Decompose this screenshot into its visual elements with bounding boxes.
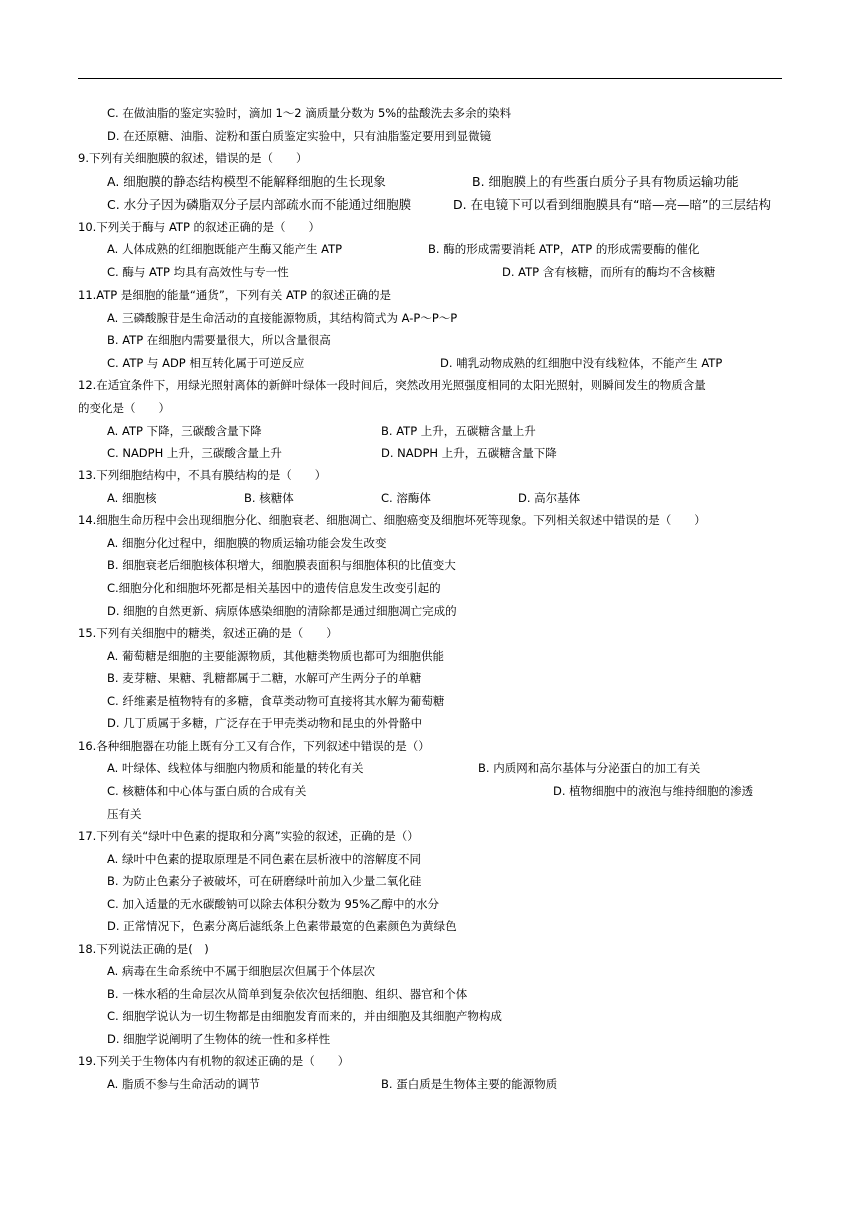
q11-option-a: A. 三磷酸腺苷是生命活动的直接能源物质，其结构简式为 A-P～P～P <box>107 311 458 325</box>
q18-option-b: B. 一株水稻的生命层次从简单到复杂依次包括细胞、组织、器官和个体 <box>107 987 468 1001</box>
q12-option-b: B. ATP 上升，五碳糖含量上升 <box>381 424 536 438</box>
q13-option-c: C. 溶酶体 <box>381 491 431 505</box>
q17-option-a: A. 绿叶中色素的提取原理是不同色素在层析液中的溶解度不同 <box>107 852 421 866</box>
q12-option-a: A. ATP 下降，三碳酸含量下降 <box>107 424 262 438</box>
q16-option-a: A. 叶绿体、线粒体与细胞内物质和能量的转化有关 <box>107 761 364 775</box>
q9-stem: 9.下列有关细胞膜的叙述，错误的是（ ） <box>78 151 308 165</box>
q9-option-d: D. 在电镜下可以看到细胞膜具有“暗—亮—暗”的三层结构 <box>453 197 772 212</box>
q14-option-b: B. 细胞衰老后细胞核体积增大，细胞膜表面积与细胞体积的比值变大 <box>107 558 456 572</box>
q11-option-c: C. ATP 与 ADP 相互转化属于可逆反应 <box>107 356 305 370</box>
q10-option-a: A. 人体成熟的红细胞既能产生酶又能产生 ATP <box>107 242 343 256</box>
q17-option-c: C. 加入适量的无水碳酸钠可以除去体积分数为 95%乙醇中的水分 <box>107 897 440 911</box>
q17-option-b: B. 为防止色素分子被破坏，可在研磨绿叶前加入少量二氧化硅 <box>107 874 422 888</box>
q15-option-a: A. 葡萄糖是细胞的主要能源物质，其他糖类物质也都可为细胞供能 <box>107 649 444 663</box>
q9-option-b: B. 细胞膜上的有些蛋白质分子具有物质运输功能 <box>472 174 739 189</box>
q14-option-a: A. 细胞分化过程中，细胞膜的物质运输功能会发生改变 <box>107 536 387 550</box>
q17-option-d: D. 正常情况下，色素分离后滤纸条上色素带最宽的色素颜色为黄绿色 <box>107 919 457 933</box>
q16-stem: 16.各种细胞器在功能上既有分工又有合作，下列叙述中错误的是（） <box>78 739 430 753</box>
q12-stem-line1: 12.在适宜条件下，用绿光照射离体的新鲜叶绿体一段时间后，突然改用光照强度相同的太阳光照射，则瞬间发生的物质含量 <box>78 378 706 392</box>
q11-option-d: D. 哺乳动物成熟的红细胞中没有线粒体，不能产生 ATP <box>440 356 723 370</box>
q15-option-c: C. 纤维素是植物特有的多糖，食草类动物可直接将其水解为葡萄糖 <box>107 694 445 708</box>
q11-stem: 11.ATP 是细胞的能量“通货”，下列有关 ATP 的叙述正确的是 <box>78 288 392 302</box>
q12-stem-line2: 的变化是（ ） <box>78 401 170 415</box>
q8-option-d: D. 在还原糖、油脂、淀粉和蛋白质鉴定实验中，只有油脂鉴定要用到显微镜 <box>107 129 492 143</box>
q19-option-a: A. 脂质不参与生命活动的调节 <box>107 1077 260 1091</box>
q10-option-c: C. 酶与 ATP 均具有高效性与专一性 <box>107 265 289 279</box>
header-rule <box>78 78 782 79</box>
q17-stem: 17.下列有关“绿叶中色素的提取和分离”实验的叙述，正确的是（） <box>78 829 419 843</box>
q16-option-d: D. 植物细胞中的液泡与维持细胞的渗透 <box>553 784 754 798</box>
q12-option-d: D. NADPH 上升，五碳糖含量下降 <box>381 446 557 460</box>
q14-option-c: C.细胞分化和细胞坏死都是相关基因中的遗传信息发生改变引起的 <box>107 581 441 595</box>
q19-option-b: B. 蛋白质是生物体主要的能源物质 <box>381 1077 558 1091</box>
q9-option-a: A. 细胞膜的静态结构模型不能解释细胞的生长现象 <box>107 174 386 189</box>
q14-option-d: D. 细胞的自然更新、病原体感染细胞的清除都是通过细胞凋亡完成的 <box>107 604 457 618</box>
q11-option-b: B. ATP 在细胞内需要量很大，所以含量很高 <box>107 333 331 347</box>
q9-option-c: C. 水分子因为磷脂双分子层内部疏水而不能通过细胞膜 <box>107 197 412 212</box>
q10-option-b: B. 酶的形成需要消耗 ATP，ATP 的形成需要酶的催化 <box>428 242 700 256</box>
q15-stem: 15.下列有关细胞中的糖类，叙述正确的是（ ） <box>78 626 338 640</box>
q16-option-d-continued: 压有关 <box>107 807 142 821</box>
q16-option-b: B. 内质网和高尔基体与分泌蛋白的加工有关 <box>478 761 701 775</box>
q10-option-d: D. ATP 含有核糖，而所有的酶均不含核糖 <box>502 265 716 279</box>
q12-option-c: C. NADPH 上升，三碳酸含量上升 <box>107 446 282 460</box>
q18-stem: 18.下列说法正确的是( ) <box>78 942 209 956</box>
q10-stem: 10.下列关于酶与 ATP 的叙述正确的是（ ） <box>78 220 321 234</box>
q15-option-d: D. 几丁质属于多糖，广泛存在于甲壳类动物和昆虫的外骨骼中 <box>107 716 423 730</box>
q18-option-a: A. 病毒在生命系统中不属于细胞层次但属于个体层次 <box>107 964 375 978</box>
q18-option-c: C. 细胞学说认为一切生物都是由细胞发育而来的，并由细胞及其细胞产物构成 <box>107 1009 502 1023</box>
q15-option-b: B. 麦芽糖、果糖、乳糖都属于二糖，水解可产生两分子的单糖 <box>107 671 422 685</box>
q16-option-c: C. 核糖体和中心体与蛋白质的合成有关 <box>107 784 307 798</box>
q13-stem: 13.下列细胞结构中，不具有膜结构的是（ ） <box>78 468 327 482</box>
q19-stem: 19.下列关于生物体内有机物的叙述正确的是（ ） <box>78 1054 350 1068</box>
q18-option-d: D. 细胞学说阐明了生物体的统一性和多样性 <box>107 1032 331 1046</box>
q13-option-a: A. 细胞核 <box>107 491 157 505</box>
q13-option-b: B. 核糖体 <box>244 491 294 505</box>
q13-option-d: D. 高尔基体 <box>518 491 581 505</box>
q8-option-c: C. 在做油脂的鉴定实验时，滴加 1～2 滴质量分数为 5%的盐酸洗去多余的染料 <box>107 106 512 120</box>
q14-stem: 14.细胞生命历程中会出现细胞分化、细胞衰老、细胞凋亡、细胞癌变及细胞坏死等现象。下列相关叙述中错误的是（ ） <box>78 513 706 527</box>
